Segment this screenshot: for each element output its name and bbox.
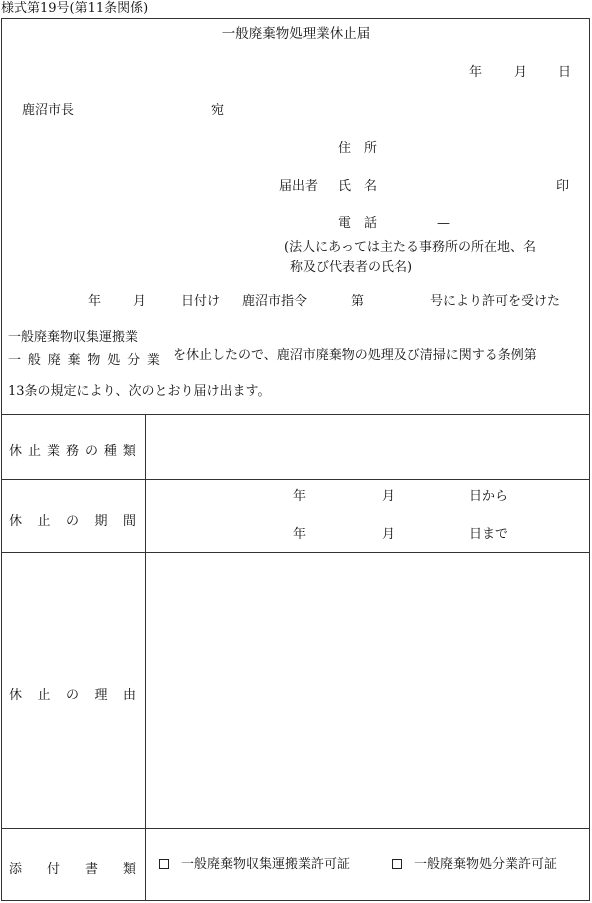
date-month: 月 (514, 65, 528, 80)
business-type-disposal (8, 349, 160, 368)
period-from-year: 年 (293, 489, 307, 504)
permit-number-suffix: 号により許可を受けた (430, 294, 561, 309)
label-char: 付 (46, 862, 60, 877)
period-to-day: 日まで (469, 527, 509, 542)
label-char: 種 (103, 444, 117, 459)
row-rule-reason (1, 552, 590, 553)
attachments-label (9, 858, 136, 877)
disposal-char: 一 (8, 353, 22, 368)
label-char: 添 (9, 862, 23, 877)
attachment-collection-permit-label: 一般廃棄物収集運搬業許可証 (181, 857, 351, 872)
label-char: 休 (9, 514, 23, 529)
label-char: の (65, 514, 79, 529)
period-from-month: 月 (382, 489, 396, 504)
permit-designation: 鹿沼市指令 (242, 294, 308, 309)
suspension-period-label (9, 510, 136, 529)
label-char: 期 (94, 514, 108, 529)
attachment-disposal-permit-label: 一般廃棄物処分業許可証 (414, 857, 558, 872)
label-char: 類 (122, 444, 136, 459)
disposal-char: 分 (127, 353, 141, 368)
period-to-month: 月 (382, 527, 396, 542)
row-rule-period (1, 479, 590, 480)
table-column-divider (145, 414, 146, 901)
disposal-char: 廃 (47, 353, 61, 368)
form-title: 一般廃棄物処理業休止届 (221, 26, 371, 42)
address-label: 住 所 (338, 141, 378, 156)
disposal-char: 業 (146, 353, 160, 368)
article-statement: 13条の規定により、次のとおり届け出ます。 (8, 384, 271, 399)
disposal-char: 般 (27, 353, 41, 368)
row-rule-attachment (1, 828, 590, 829)
period-to-year: 年 (293, 527, 307, 542)
disposal-char: 物 (87, 353, 101, 368)
checkbox-icon[interactable] (159, 859, 169, 869)
label-char: 間 (122, 514, 136, 529)
phone-dash: — (437, 216, 450, 231)
period-from-day: 日から (469, 489, 509, 504)
label-char: 止 (37, 688, 51, 703)
permit-number-prefix: 第 (351, 294, 365, 309)
checkbox-icon[interactable] (392, 859, 402, 869)
form-number-label: 様式第19号(第11条関係) (1, 1, 149, 16)
disposal-char: 処 (107, 353, 121, 368)
form-frame (1, 18, 590, 901)
suspension-statement: を休止したので、鹿沼市廃棄物の処理及び清掃に関する条例第 (173, 348, 537, 363)
permit-month: 月 (133, 294, 147, 309)
label-char: 由 (122, 688, 136, 703)
business-type-collection: 一般廃棄物収集運搬業 (8, 330, 139, 345)
label-char: 止 (37, 514, 51, 529)
label-char: 理 (94, 688, 108, 703)
date-day: 日 (558, 65, 572, 80)
seal-mark: 印 (556, 179, 570, 194)
label-char: 休 (9, 688, 23, 703)
date-year: 年 (469, 65, 483, 80)
suspension-reason-label (9, 684, 136, 703)
label-char: 業 (46, 444, 60, 459)
label-char: 務 (65, 444, 79, 459)
phone-label: 電 話 (338, 216, 378, 231)
notifier-label: 届出者 (279, 179, 319, 194)
name-label: 氏 名 (338, 179, 378, 194)
corporate-note-line1: (法人にあっては主たる事務所の所在地、名 (284, 240, 536, 255)
label-char: 類 (122, 862, 136, 877)
disposal-char: 棄 (67, 353, 81, 368)
label-char: 休 (9, 444, 23, 459)
attachment-disposal-permit[interactable] (392, 858, 557, 871)
business-type-label (9, 440, 136, 459)
label-char: の (84, 444, 98, 459)
label-char: 止 (27, 444, 41, 459)
label-char: の (65, 688, 79, 703)
table-top-rule (1, 414, 590, 415)
addressee-mayor: 鹿沼市長 (22, 103, 75, 118)
corporate-note-line2: 称及び代表者の氏名) (290, 260, 413, 275)
permit-year: 年 (88, 294, 102, 309)
addressee-honorific: 宛 (211, 103, 225, 118)
attachment-collection-permit[interactable] (159, 858, 350, 871)
label-char: 書 (84, 862, 98, 877)
permit-dated: 日付け (181, 294, 221, 309)
